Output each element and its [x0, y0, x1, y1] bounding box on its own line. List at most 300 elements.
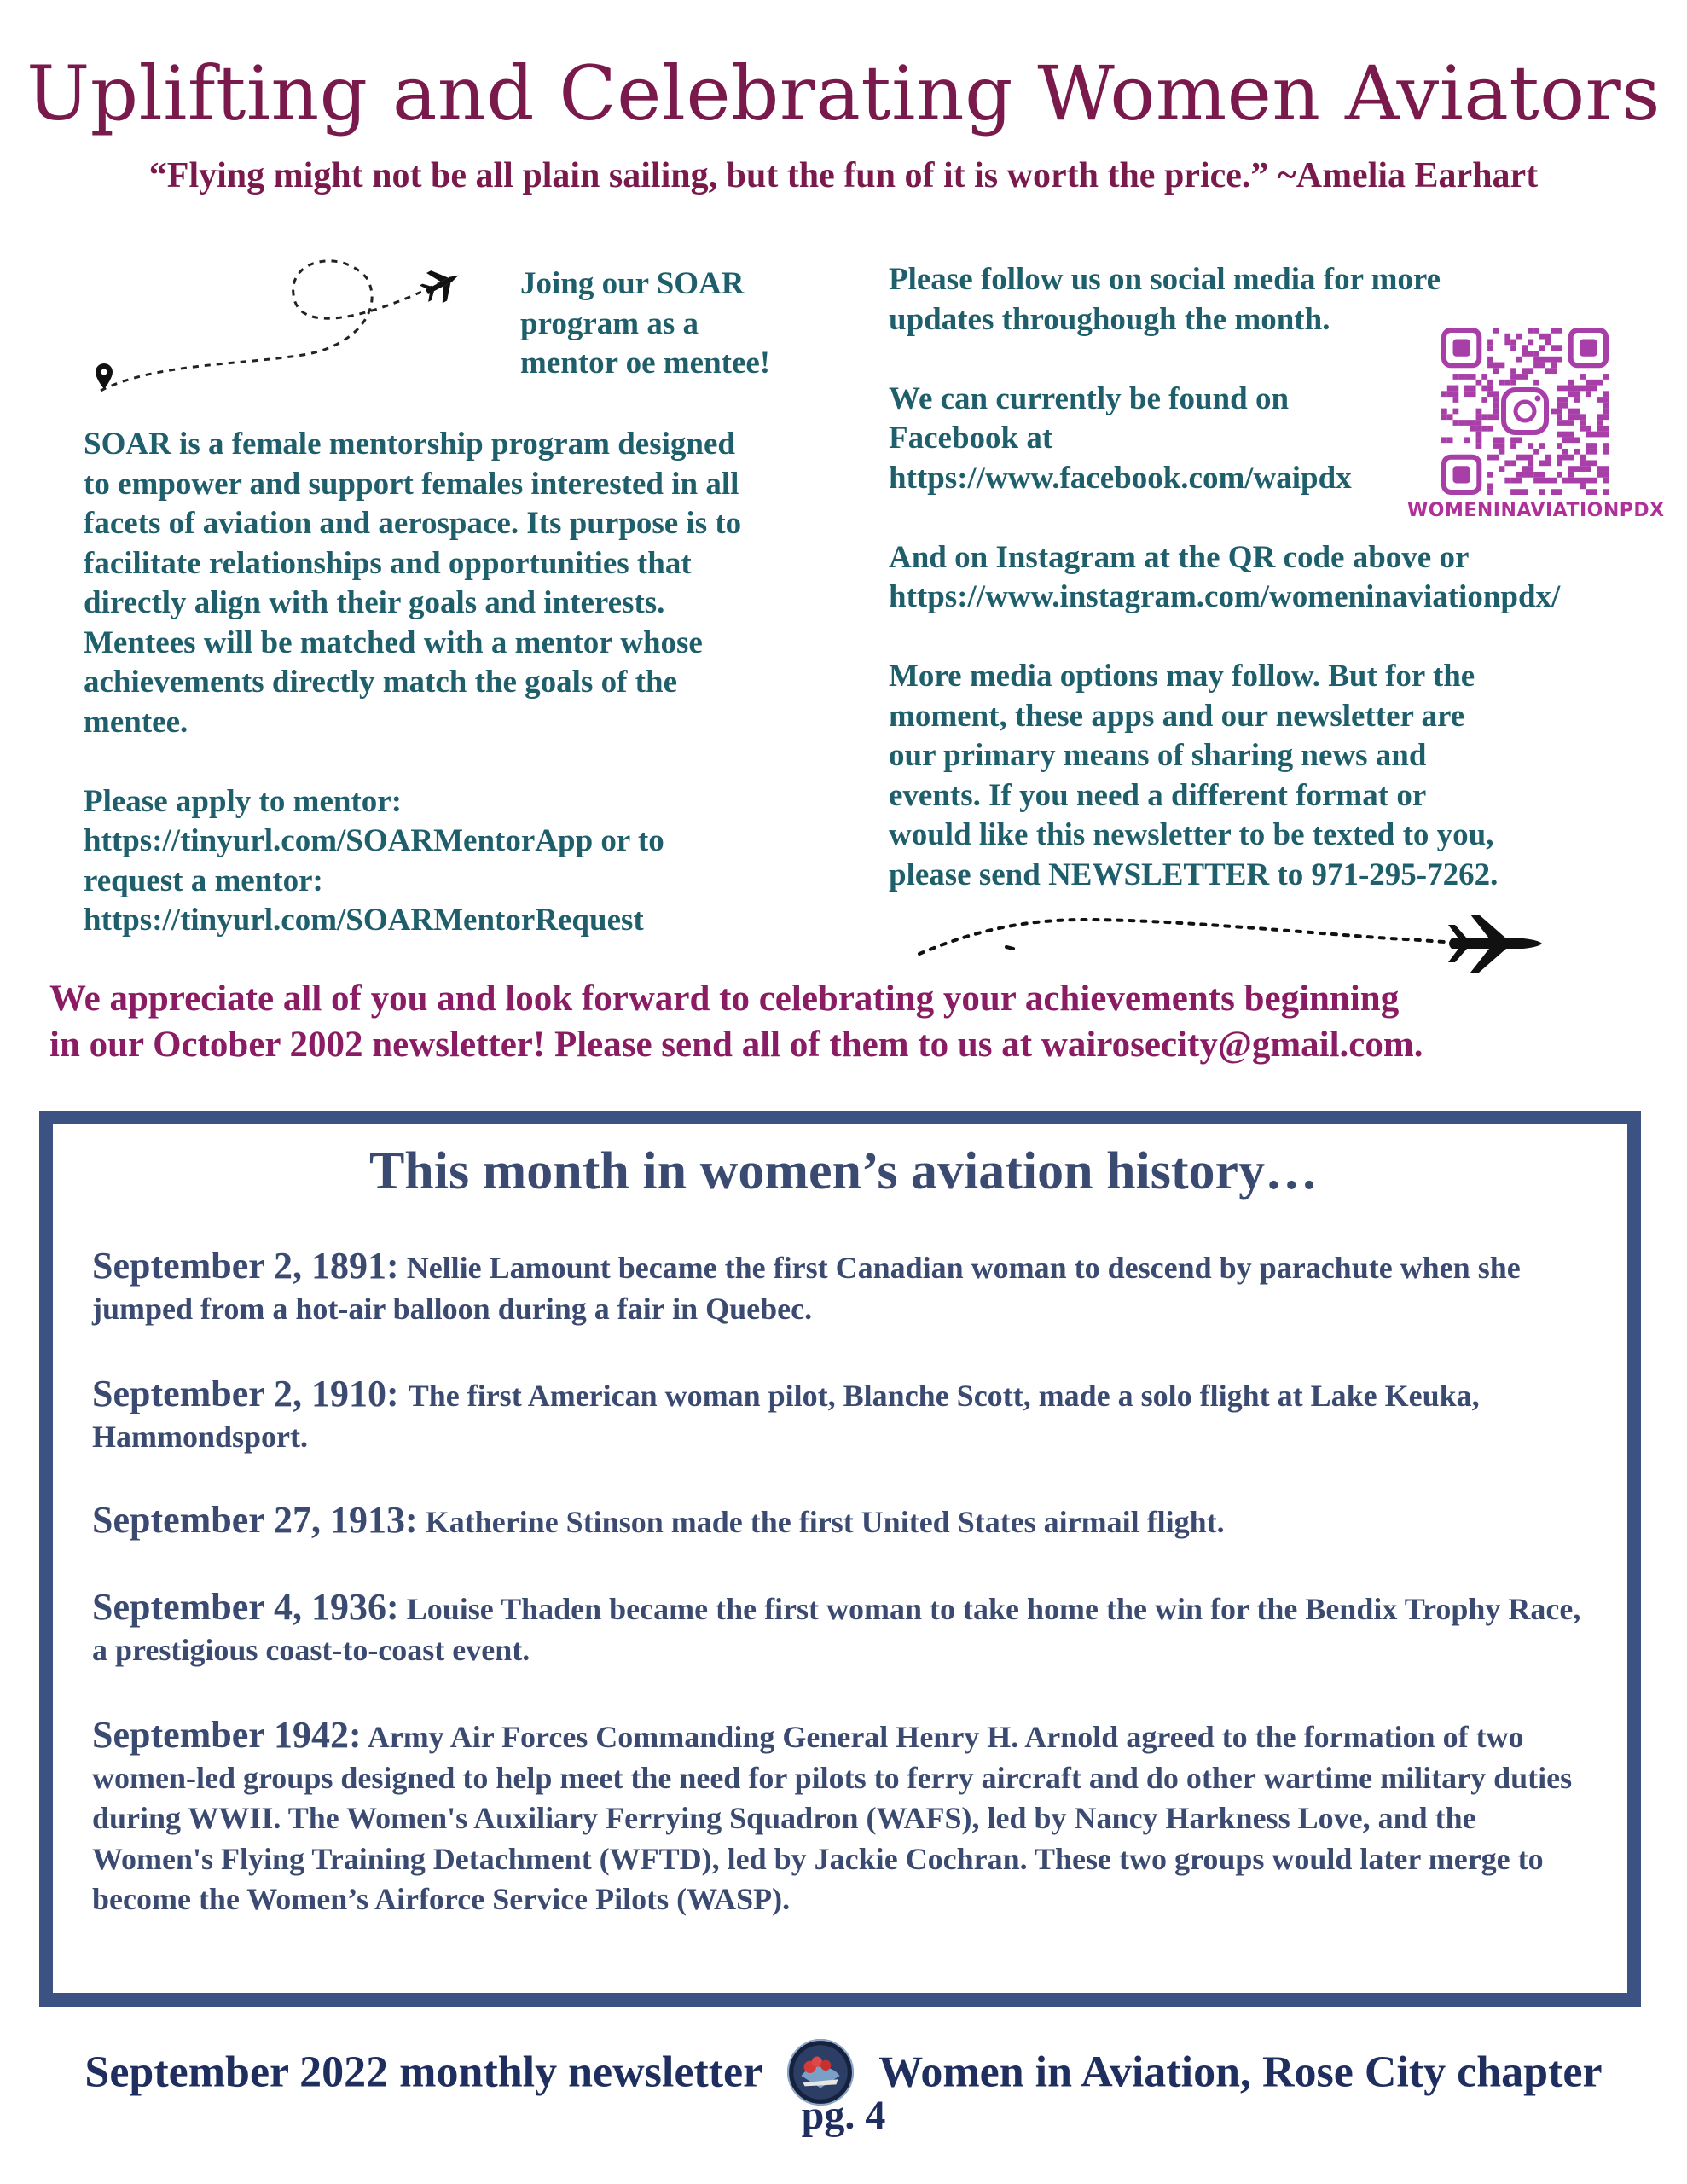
- qr-module: [1568, 391, 1574, 397]
- qr-module: [1551, 409, 1557, 415]
- qr-module: [1487, 455, 1493, 461]
- qr-module: [1539, 489, 1545, 495]
- qr-module: [1557, 460, 1562, 466]
- qr-module: [1464, 386, 1470, 392]
- qr-module: [1603, 489, 1609, 495]
- qr-module: [1447, 386, 1453, 392]
- qr-module: [1603, 426, 1609, 432]
- qr-module: [1597, 420, 1603, 426]
- text-line: achievements directly match the goals of the: [84, 665, 678, 700]
- qr-module: [1453, 420, 1459, 426]
- qr-module: [1533, 363, 1539, 369]
- qr-module: [1539, 472, 1545, 478]
- qr-module: [1597, 432, 1603, 438]
- chapter-label: Women in Aviation, Rose City chapter: [878, 2048, 1603, 2097]
- history-event: [92, 1587, 1593, 1670]
- qr-module: [1557, 443, 1562, 449]
- event-text: Army Air Forces Commanding General Henry H. Arnold agreed to the formation of two women-led groups designed to help meet the need for pilots to ferry aircraft and do other wartime military duties during WWII. The Women's Auxiliary Ferrying Squadron (WAFS), led by Nancy Harkness Love, and the Women's Flying Training Detachment (WFTD), led by Jackie Cochran. These two groups would later merge to become the Women’s Airforce Service Pilots (WASP).: [92, 1720, 1573, 1916]
- qr-module: [1533, 351, 1539, 357]
- qr-module: [1533, 478, 1539, 484]
- qr-module: [1562, 420, 1568, 426]
- event-date: September 2, 1891:: [92, 1245, 399, 1287]
- text-line: facilitate relationships and opportunities that: [84, 545, 692, 581]
- qr-module: [1493, 397, 1499, 403]
- qr-module: [1591, 478, 1597, 484]
- qr-module: [1557, 345, 1562, 351]
- qr-module: [1441, 437, 1447, 443]
- qr-module: [1447, 391, 1453, 397]
- qr-module: [1476, 380, 1482, 386]
- qr-module: [1487, 489, 1493, 495]
- airplane-icon: [1448, 915, 1542, 973]
- qr-module: [1586, 449, 1591, 455]
- qr-module: [1568, 478, 1574, 484]
- qr-module: [1453, 409, 1459, 415]
- soar-description: [84, 425, 851, 941]
- qr-module: [1591, 489, 1597, 495]
- qr-module: [1586, 432, 1591, 438]
- qr-module: [1586, 443, 1591, 449]
- qr-module: [1591, 380, 1597, 386]
- qr-module: [1487, 426, 1493, 432]
- text-line: please send NEWSLETTER to 971-295-7262.: [889, 857, 1499, 892]
- qr-finder-center: [1453, 340, 1470, 357]
- text-line: Please follow us on social media for more: [889, 262, 1441, 297]
- qr-module: [1487, 472, 1493, 478]
- qr-module: [1539, 334, 1545, 340]
- qr-module: [1591, 386, 1597, 392]
- qr-module: [1528, 455, 1533, 461]
- qr-module: [1568, 409, 1574, 415]
- text-line: updates throughough the month.: [889, 301, 1330, 337]
- qr-module: [1470, 420, 1476, 426]
- text-line: program as a: [520, 305, 699, 341]
- qr-module: [1533, 380, 1539, 386]
- qr-module: [1487, 363, 1493, 369]
- qr-module: [1557, 397, 1562, 403]
- qr-module: [1597, 472, 1603, 478]
- qr-module: [1528, 460, 1533, 466]
- qr-module: [1493, 455, 1499, 461]
- event-text: The first American woman pilot, Blanche Scott, made a solo flight at Lake Keuka, Hammondsport.: [92, 1379, 1480, 1454]
- qr-module: [1580, 426, 1586, 432]
- qr-module: [1539, 443, 1545, 449]
- qr-module: [1551, 478, 1557, 484]
- qr-module: [1597, 426, 1603, 432]
- qr-module: [1464, 437, 1470, 443]
- qr-module: [1568, 466, 1574, 472]
- qr-module: [1499, 437, 1505, 443]
- location-pin-icon: [96, 363, 113, 389]
- qr-module: [1586, 380, 1591, 386]
- airplane-icon: [416, 260, 467, 309]
- qr-module: [1603, 478, 1609, 484]
- qr-code-graphic: [1441, 328, 1609, 495]
- qr-module: [1580, 483, 1586, 489]
- qr-module: [1603, 374, 1609, 380]
- qr-module: [1580, 478, 1586, 484]
- qr-module: [1522, 345, 1528, 351]
- qr-module: [1557, 414, 1562, 420]
- qr-module: [1453, 397, 1459, 403]
- qr-module: [1493, 443, 1499, 449]
- qr-module: [1510, 460, 1516, 466]
- text-line: moment, these apps and our newsletter are: [889, 698, 1465, 734]
- text-line: Facebook at: [889, 421, 1053, 456]
- qr-module: [1510, 443, 1516, 449]
- qr-module: [1586, 478, 1591, 484]
- qr-module: [1528, 466, 1533, 472]
- qr-module: [1551, 489, 1557, 495]
- qr-module: [1510, 437, 1516, 443]
- qr-module: [1586, 391, 1591, 397]
- event-text: Nellie Lamount became the first Canadian woman to descend by parachute when she jumped from a hot-air balloon during a fair in Quebec.: [92, 1251, 1521, 1326]
- qr-module: [1493, 328, 1499, 334]
- qr-finder-center: [1580, 340, 1597, 357]
- qr-module: [1597, 466, 1603, 472]
- qr-module: [1580, 460, 1586, 466]
- qr-module: [1487, 391, 1493, 397]
- qr-module: [1481, 386, 1487, 392]
- qr-module: [1557, 403, 1562, 409]
- qr-module: [1493, 414, 1499, 420]
- qr-module: [1562, 432, 1568, 438]
- text-line: SOAR is a female mentorship program designed: [84, 427, 735, 462]
- event-text: Katherine Stinson made the first United States airmail flight.: [417, 1505, 1225, 1539]
- qr-module: [1516, 334, 1522, 340]
- qr-module: [1528, 368, 1533, 374]
- text-line: And on Instagram at the QR code above or: [889, 539, 1470, 575]
- qr-module: [1545, 357, 1551, 363]
- qr-module: [1476, 443, 1482, 449]
- qr-module: [1516, 478, 1522, 484]
- qr-module: [1533, 357, 1539, 363]
- qr-module: [1562, 386, 1568, 392]
- qr-module: [1504, 380, 1510, 386]
- history-event: [92, 1715, 1593, 1920]
- qr-module: [1557, 420, 1562, 426]
- qr-module: [1591, 460, 1597, 466]
- qr-module: [1597, 397, 1603, 403]
- qr-module: [1487, 380, 1493, 386]
- qr-module: [1447, 437, 1453, 443]
- qr-module: [1551, 328, 1557, 334]
- qr-module: [1574, 437, 1580, 443]
- qr-module: [1557, 455, 1562, 461]
- qr-module: [1539, 478, 1545, 484]
- qr-module: [1533, 328, 1539, 334]
- qr-module: [1470, 391, 1476, 397]
- qr-module: [1504, 460, 1510, 466]
- qr-module: [1528, 351, 1533, 357]
- qr-module: [1574, 449, 1580, 455]
- qr-module: [1522, 351, 1528, 357]
- qr-module: [1476, 420, 1482, 426]
- qr-module: [1487, 345, 1493, 351]
- qr-module: [1557, 386, 1562, 392]
- qr-module: [1481, 426, 1487, 432]
- qr-module: [1557, 328, 1562, 334]
- qr-module: [1597, 380, 1603, 386]
- event-date: September 1942:: [92, 1714, 362, 1756]
- history-event: [92, 1246, 1593, 1329]
- qr-module: [1568, 414, 1574, 420]
- qr-module: [1499, 443, 1505, 449]
- qr-module: [1586, 426, 1591, 432]
- qr-module: [1580, 466, 1586, 472]
- qr-module: [1591, 432, 1597, 438]
- qr-module: [1441, 391, 1447, 397]
- qr-module: [1516, 489, 1522, 495]
- qr-module: [1476, 437, 1482, 443]
- qr-module: [1504, 478, 1510, 484]
- qr-module: [1568, 455, 1574, 461]
- qr-module: [1591, 449, 1597, 455]
- qr-module: [1516, 437, 1522, 443]
- qr-module: [1586, 460, 1591, 466]
- qr-module: [1568, 472, 1574, 478]
- qr-module: [1493, 363, 1499, 369]
- qr-module: [1481, 397, 1487, 403]
- qr-module: [1499, 449, 1505, 455]
- qr-module: [1562, 449, 1568, 455]
- text-line: Mentees will be matched with a mentor whose: [84, 624, 703, 660]
- qr-module: [1487, 340, 1493, 346]
- qr-module: [1510, 340, 1516, 346]
- newsletter-label: September 2022 monthly newsletter: [84, 2048, 763, 2097]
- qr-module: [1562, 478, 1568, 484]
- instagram-qr-code[interactable]: [1441, 328, 1609, 495]
- qr-module: [1545, 334, 1551, 340]
- appreciation-message: [49, 976, 1653, 1068]
- qr-module: [1545, 460, 1551, 466]
- qr-module: [1453, 386, 1459, 392]
- qr-module: [1580, 455, 1586, 461]
- qr-module: [1603, 449, 1609, 455]
- qr-module: [1562, 437, 1568, 443]
- qr-module: [1603, 391, 1609, 397]
- soar-join-callout: [520, 264, 844, 384]
- qr-module: [1545, 368, 1551, 374]
- qr-module: [1597, 414, 1603, 420]
- text-line: mentee.: [84, 704, 188, 740]
- qr-module: [1574, 409, 1580, 415]
- qr-module: [1528, 328, 1533, 334]
- qr-module: [1528, 340, 1533, 346]
- qr-module: [1522, 466, 1528, 472]
- page-title: Uplifting and Celebrating Women Aviators: [26, 49, 1661, 137]
- email-link[interactable]: in our October 2002 newsletter! Please send all of them to us at wairosecity@gmail.com.: [49, 1025, 1423, 1065]
- qr-module: [1510, 374, 1516, 380]
- qr-module: [1522, 368, 1528, 374]
- qr-module: [1441, 409, 1447, 415]
- qr-module: [1533, 449, 1539, 455]
- qr-module: [1539, 460, 1545, 466]
- qr-module: [1545, 478, 1551, 484]
- qr-module: [1545, 455, 1551, 461]
- qr-module: [1551, 357, 1557, 363]
- qr-module: [1493, 368, 1499, 374]
- qr-module: [1464, 420, 1470, 426]
- qr-module: [1499, 380, 1505, 386]
- qr-module: [1580, 386, 1586, 392]
- qr-module: [1476, 432, 1482, 438]
- qr-module: [1487, 414, 1493, 420]
- qr-module: [1510, 368, 1516, 374]
- qr-module: [1557, 357, 1562, 363]
- history-event: [92, 1374, 1593, 1457]
- qr-module: [1533, 472, 1539, 478]
- qr-module: [1557, 409, 1562, 415]
- qr-module: [1441, 414, 1447, 420]
- qr-module: [1586, 386, 1591, 392]
- qr-module: [1551, 368, 1557, 374]
- text-line: We appreciate all of you and look forward to celebrating your achievements beginning: [49, 979, 1400, 1019]
- text-line: mentor oe mentee!: [520, 346, 771, 380]
- qr-module: [1545, 340, 1551, 346]
- history-event: [92, 1500, 1593, 1543]
- text-line: Please apply to mentor:: [84, 783, 403, 819]
- qr-module: [1464, 391, 1470, 397]
- qr-module: [1603, 397, 1609, 403]
- page-number: pg. 4: [801, 2093, 886, 2138]
- qr-module: [1528, 443, 1533, 449]
- facebook-link[interactable]: https://www.facebook.com/waipdx: [889, 460, 1352, 496]
- qr-module: [1568, 437, 1574, 443]
- qr-module: [1574, 478, 1580, 484]
- qr-code-label: WOMENINAVIATIONPDX: [1407, 500, 1665, 521]
- instagram-icon: [1504, 390, 1546, 433]
- qr-module: [1603, 466, 1609, 472]
- airplane-trail-graphic: [913, 904, 1544, 981]
- qr-module: [1568, 420, 1574, 426]
- amelia-earhart-quote: “Flying might not be all plain sailing, but the fun of it is worth the price.” ~Amelia Earhart: [148, 156, 1539, 195]
- qr-module: [1574, 466, 1580, 472]
- qr-module: [1557, 472, 1562, 478]
- mentor-request-link[interactable]: https://tinyurl.com/SOARMentorRequest: [84, 903, 644, 938]
- qr-module: [1603, 414, 1609, 420]
- qr-module: [1603, 403, 1609, 409]
- qr-module: [1539, 357, 1545, 363]
- qr-module: [1447, 414, 1453, 420]
- qr-module: [1574, 386, 1580, 392]
- qr-module: [1551, 345, 1557, 351]
- qr-module: [1510, 489, 1516, 495]
- flight-path-graphic: [85, 254, 512, 416]
- instagram-link[interactable]: https://www.instagram.com/womeninaviationpdx/: [889, 579, 1561, 614]
- qr-module: [1493, 391, 1499, 397]
- qr-module: [1516, 374, 1522, 380]
- qr-module: [1499, 466, 1505, 472]
- qr-module: [1539, 363, 1545, 369]
- qr-module: [1528, 472, 1533, 478]
- qr-module: [1522, 489, 1528, 495]
- qr-module: [1557, 432, 1562, 438]
- qr-module: [1574, 414, 1580, 420]
- text-line: More media options may follow. But for the: [889, 659, 1475, 694]
- qr-module: [1510, 478, 1516, 484]
- qr-module: [1510, 345, 1516, 351]
- qr-module: [1470, 386, 1476, 392]
- qr-module: [1470, 374, 1476, 380]
- text-line: request a mentor:: [84, 863, 323, 898]
- qr-module: [1562, 455, 1568, 461]
- qr-module: [1458, 420, 1464, 426]
- qr-module: [1591, 443, 1597, 449]
- text-line: Joing our SOAR: [520, 266, 745, 301]
- qr-module: [1504, 334, 1510, 340]
- qr-module: [1481, 374, 1487, 380]
- qr-module: [1557, 489, 1562, 495]
- text-line: directly align with their goals and interests.: [84, 585, 665, 620]
- qr-module: [1562, 403, 1568, 409]
- qr-module: [1574, 391, 1580, 397]
- qr-module: [1493, 437, 1499, 443]
- qr-module: [1470, 426, 1476, 432]
- event-text: Louise Thaden became the first woman to take home the win for the Bendix Trophy Race, a prestigious coast-to-coast event.: [92, 1592, 1581, 1667]
- qr-module: [1464, 374, 1470, 380]
- qr-module: [1551, 363, 1557, 369]
- qr-module: [1476, 409, 1482, 415]
- text-line: would like this newsletter to be texted to you,: [889, 817, 1494, 852]
- history-title: This month in women’s aviation history…: [368, 1142, 1319, 1200]
- qr-module: [1487, 483, 1493, 489]
- qr-module: [1568, 386, 1574, 392]
- text-line: We can currently be found on: [889, 380, 1290, 416]
- qr-module: [1562, 397, 1568, 403]
- qr-finder-center: [1453, 466, 1470, 483]
- event-date: September 2, 1910:: [92, 1373, 409, 1414]
- qr-module: [1499, 363, 1505, 369]
- qr-module: [1458, 374, 1464, 380]
- text-line: to empower and support females interested in all: [84, 466, 739, 502]
- qr-module: [1453, 374, 1459, 380]
- mentor-app-link[interactable]: https://tinyurl.com/SOARMentorApp or to: [84, 823, 664, 858]
- qr-module: [1476, 414, 1482, 420]
- text-line: our primary means of sharing news and: [889, 738, 1427, 773]
- qr-module: [1539, 345, 1545, 351]
- qr-module: [1574, 397, 1580, 403]
- qr-module: [1603, 432, 1609, 438]
- qr-module: [1493, 409, 1499, 415]
- qr-module: [1586, 489, 1591, 495]
- qr-module: [1580, 420, 1586, 426]
- qr-module: [1580, 374, 1586, 380]
- qr-module: [1487, 357, 1493, 363]
- qr-module: [1516, 357, 1522, 363]
- qr-module: [1522, 455, 1528, 461]
- qr-module: [1603, 409, 1609, 415]
- qr-module: [1522, 472, 1528, 478]
- qr-module: [1493, 403, 1499, 409]
- qr-module: [1522, 374, 1528, 380]
- qr-module: [1580, 414, 1586, 420]
- qr-module: [1568, 432, 1574, 438]
- text-line: events. If you need a different format or: [889, 777, 1427, 813]
- event-date: September 4, 1936:: [92, 1586, 399, 1628]
- qr-module: [1504, 340, 1510, 346]
- qr-module: [1586, 466, 1591, 472]
- qr-module: [1453, 391, 1459, 397]
- qr-module: [1603, 443, 1609, 449]
- qr-module: [1487, 386, 1493, 392]
- qr-module: [1603, 472, 1609, 478]
- qr-module: [1476, 426, 1482, 432]
- qr-module: [1516, 455, 1522, 461]
- qr-module: [1568, 380, 1574, 386]
- qr-module: [1516, 472, 1522, 478]
- event-date: September 27, 1913:: [92, 1499, 418, 1541]
